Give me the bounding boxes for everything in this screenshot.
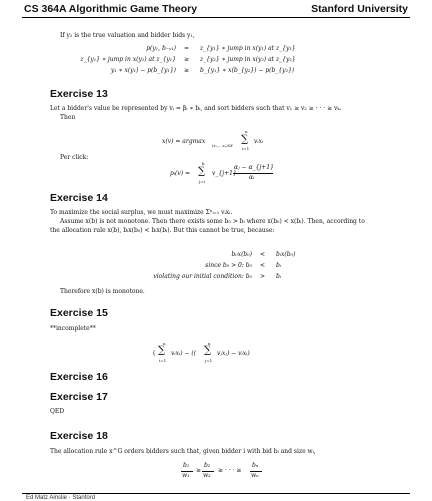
eq-term: vⱼxⱼ) − vᵢxᵢ)	[217, 350, 250, 357]
sum-upper: n	[163, 341, 166, 346]
footer-rule	[22, 493, 410, 494]
section-title-exercise-13: Exercise 13	[50, 88, 108, 100]
sum-lower: i=1	[242, 146, 250, 151]
eq-lhs: violating our initial condition: b₀	[153, 273, 252, 280]
eq-lhs: z_{y₁} ∗ jump in x(y₁) at z_{y₁}	[80, 56, 176, 63]
eq-rhs: bᵢ	[276, 273, 282, 280]
fraction-numerator: αⱼ − α_{j+1}	[234, 164, 274, 171]
section-title-exercise-15: Exercise 15	[50, 307, 108, 319]
eq-op: <	[260, 262, 266, 269]
summation-symbol: ∑	[204, 345, 212, 356]
eq-lhs: x(v) = argmax	[162, 138, 206, 145]
fraction-denominator: w₂	[203, 472, 211, 479]
paragraph: To maximize the social surplus, we must maximize Σⁿᵢ₌₁ vᵢxᵢ.	[50, 209, 233, 216]
eq-lhs: y₁ ∗ x(y₁) − p(b_{y₁})	[110, 67, 176, 74]
eq-rhs: b_{y₁} ∗ x(b_{y₂}) − p(b_{y₂})	[200, 67, 295, 74]
eq-op: <	[260, 251, 266, 258]
fraction-numerator: b₁	[183, 462, 190, 469]
conclusion-text: Therefore x(b) is monotone.	[60, 288, 145, 295]
fraction-denominator: wₙ	[251, 472, 259, 479]
sum-lower: j=1	[205, 358, 213, 363]
qed-text: QED	[50, 408, 65, 415]
incomplete-note: **incomplete**	[50, 325, 96, 332]
argmax-subscript: (x₁,...,xₙ)∈X	[212, 144, 233, 148]
ordering-operators: ≥ · · · ≥	[218, 467, 242, 474]
eq-term: v_{j+1}	[212, 170, 237, 177]
sum-upper: n	[208, 341, 211, 346]
fraction-numerator: bₙ	[252, 462, 259, 469]
paragraph: The allocation rule x^G orders bidders such that, given bidder i with bid bᵢ and size wᵢ,	[50, 448, 316, 455]
geq-symbol: ≥	[196, 467, 202, 474]
paragraph: Then	[60, 114, 76, 121]
eq-term: vᵢxᵢ	[254, 138, 264, 145]
paragraph: Assume x(b) is not monotone. Then there exists some b₀ > bᵢ where x(b₀) < x(bᵢ). Then, according to	[60, 218, 365, 225]
eq-op: >	[260, 273, 266, 280]
intro-text: If y₂ is the true valuation and bidder bids y₁,	[60, 32, 195, 39]
sum-lower: i=1	[159, 358, 167, 363]
eq-rhs: bᵢ	[276, 262, 282, 269]
paragraph: Per click:	[60, 154, 89, 161]
eq-rhs: z_{y₂} ∗ jump in x(y₂) at z_{y₂}	[200, 56, 296, 63]
summation-symbol: ∑	[158, 345, 166, 356]
paren: (	[153, 350, 156, 357]
eq-term: vᵢxᵢ) − ((	[171, 350, 197, 357]
eq-lhs: p(y₁, b₋ᵧ₁)	[146, 45, 176, 52]
section-title-exercise-16: Exercise 16	[50, 371, 108, 383]
section-title-exercise-17: Exercise 17	[50, 391, 108, 403]
eq-lhs: since b₀ > 0: b₀	[205, 262, 252, 269]
paragraph: the allocation rule x(b), bᵢx(b₀) < bᵢx(bᵢ). But this cannot be true, because:	[50, 227, 275, 234]
fraction-numerator: b₂	[204, 462, 211, 469]
sum-upper: n	[245, 129, 248, 134]
sum-upper: k	[202, 161, 205, 166]
summation-symbol: ∑	[241, 134, 249, 145]
eq-rhs: z_{y₁} ∗ jump in x(y₁) at z_{y₁}	[200, 45, 296, 52]
summation-symbol: ∑	[198, 166, 206, 177]
paragraph: Let a bidder's value be represented by vᵢ = βᵢ ∗ bᵢ, and sort bidders such that v₁ ≥ v₂ ≥ · · · ≥ vₖ.	[50, 105, 342, 112]
course-title: CS 364A Algorithmic Game Theory	[24, 3, 198, 15]
header-rule	[22, 17, 410, 18]
sum-lower: j=i	[199, 179, 205, 184]
fraction-denominator: αᵢ	[249, 174, 255, 181]
university-name: Stanford University	[311, 3, 408, 15]
eq-op: ≥	[184, 67, 190, 74]
eq-lhs: b₀x(b₀)	[231, 251, 252, 258]
eq-op: =	[184, 45, 190, 52]
eq-lhs: pᵢ(v) =	[170, 170, 191, 177]
eq-rhs: bᵢx(b₀)	[276, 251, 296, 258]
fraction-denominator: w₁	[182, 472, 190, 479]
eq-op: ≥	[184, 56, 190, 63]
section-title-exercise-14: Exercise 14	[50, 192, 108, 204]
section-title-exercise-18: Exercise 18	[50, 430, 108, 442]
footer-text: Ed Matz Ainslie · Stanford	[26, 495, 96, 501]
